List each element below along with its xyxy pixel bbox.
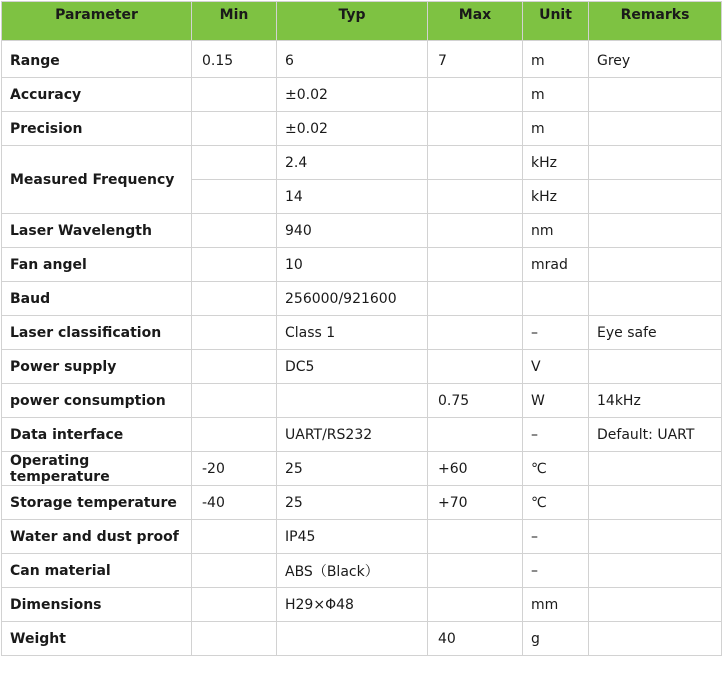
remarks-cell: Default: UART <box>589 418 722 452</box>
header-remarks: Remarks <box>589 2 722 41</box>
header-max: Max <box>428 2 523 41</box>
max-cell <box>428 78 523 112</box>
parameter-cell: Water and dust proof <box>2 520 192 554</box>
min-cell <box>192 112 277 146</box>
unit-cell: m <box>523 112 589 146</box>
parameter-cell: Baud <box>2 282 192 316</box>
unit-cell: – <box>523 316 589 350</box>
header-unit: Unit <box>523 2 589 41</box>
remarks-cell: Eye safe <box>589 316 722 350</box>
unit-cell: mm <box>523 588 589 622</box>
unit-cell <box>523 282 589 316</box>
min-cell <box>192 588 277 622</box>
min-cell <box>192 78 277 112</box>
typ-cell: ABS（Black） <box>277 554 428 588</box>
table-row <box>2 622 722 656</box>
parameter-cell: Can material <box>2 554 192 588</box>
parameter-cell: Laser classification <box>2 316 192 350</box>
table-row <box>2 350 722 384</box>
table-row <box>2 78 722 112</box>
typ-cell: 940 <box>277 214 428 248</box>
unit-cell: kHz <box>523 146 589 180</box>
unit-cell: – <box>523 554 589 588</box>
max-cell: +70 <box>428 486 523 520</box>
max-cell: 40 <box>428 622 523 656</box>
parameter-cell: Data interface <box>2 418 192 452</box>
remarks-cell <box>589 78 722 112</box>
table-row <box>2 248 722 282</box>
unit-cell: ℃ <box>523 486 589 520</box>
unit-cell: – <box>523 520 589 554</box>
max-cell: +60 <box>428 452 523 486</box>
typ-cell: ±0.02 <box>277 112 428 146</box>
unit-cell: W <box>523 384 589 418</box>
min-cell: 0.15 <box>192 41 277 78</box>
max-cell: 0.75 <box>428 384 523 418</box>
header-min: Min <box>192 2 277 41</box>
unit-cell: – <box>523 418 589 452</box>
remarks-cell <box>589 452 722 486</box>
parameter-cell: Laser Wavelength <box>2 214 192 248</box>
min-cell <box>192 316 277 350</box>
table-row <box>2 112 722 146</box>
max-cell <box>428 180 523 214</box>
max-cell <box>428 418 523 452</box>
parameter-cell: power consumption <box>2 384 192 418</box>
max-cell <box>428 214 523 248</box>
typ-cell: Class 1 <box>277 316 428 350</box>
min-cell <box>192 146 277 180</box>
table-row <box>2 146 722 180</box>
min-cell <box>192 418 277 452</box>
parameter-cell: Accuracy <box>2 78 192 112</box>
typ-cell: ±0.02 <box>277 78 428 112</box>
table-row <box>2 316 722 350</box>
parameter-cell: Dimensions <box>2 588 192 622</box>
typ-cell: UART/RS232 <box>277 418 428 452</box>
max-cell <box>428 248 523 282</box>
min-cell <box>192 554 277 588</box>
min-cell <box>192 248 277 282</box>
typ-cell: 25 <box>277 486 428 520</box>
unit-cell: nm <box>523 214 589 248</box>
table-row <box>2 41 722 78</box>
unit-cell: kHz <box>523 180 589 214</box>
max-cell <box>428 282 523 316</box>
min-cell <box>192 520 277 554</box>
remarks-cell <box>589 486 722 520</box>
min-cell <box>192 214 277 248</box>
remarks-cell <box>589 112 722 146</box>
typ-cell: 6 <box>277 41 428 78</box>
max-cell: 7 <box>428 41 523 78</box>
table-row <box>2 282 722 316</box>
specification-table <box>1 1 722 656</box>
min-cell <box>192 282 277 316</box>
typ-cell: H29×Φ48 <box>277 588 428 622</box>
max-cell <box>428 146 523 180</box>
parameter-cell: Storage temperature <box>2 486 192 520</box>
min-cell <box>192 180 277 214</box>
table-row <box>2 452 722 486</box>
table-header-row <box>2 2 722 41</box>
remarks-cell <box>589 350 722 384</box>
table-row <box>2 588 722 622</box>
remarks-cell <box>589 282 722 316</box>
remarks-cell <box>589 520 722 554</box>
min-cell <box>192 622 277 656</box>
typ-cell: IP45 <box>277 520 428 554</box>
max-cell <box>428 112 523 146</box>
header-parameter: Parameter <box>2 2 192 41</box>
unit-cell: g <box>523 622 589 656</box>
typ-cell: 14 <box>277 180 428 214</box>
remarks-cell <box>589 146 722 180</box>
max-cell <box>428 520 523 554</box>
typ-cell: DC5 <box>277 350 428 384</box>
parameter-cell: Measured Frequency <box>2 146 192 214</box>
parameter-cell: Operating temperature <box>2 452 192 486</box>
table-row <box>2 554 722 588</box>
table-row <box>2 520 722 554</box>
parameter-cell: Power supply <box>2 350 192 384</box>
min-cell <box>192 350 277 384</box>
min-cell: -40 <box>192 486 277 520</box>
unit-cell: m <box>523 78 589 112</box>
min-cell <box>192 384 277 418</box>
table-row <box>2 384 722 418</box>
typ-cell <box>277 384 428 418</box>
remarks-cell <box>589 554 722 588</box>
parameter-cell: Fan angel <box>2 248 192 282</box>
min-cell: -20 <box>192 452 277 486</box>
max-cell <box>428 588 523 622</box>
typ-cell: 10 <box>277 248 428 282</box>
max-cell <box>428 554 523 588</box>
table-row <box>2 486 722 520</box>
remarks-cell: Grey <box>589 41 722 78</box>
unit-cell: mrad <box>523 248 589 282</box>
remarks-cell <box>589 214 722 248</box>
parameter-cell: Precision <box>2 112 192 146</box>
table-row <box>2 214 722 248</box>
typ-cell <box>277 622 428 656</box>
remarks-cell <box>589 622 722 656</box>
remarks-cell <box>589 588 722 622</box>
typ-cell: 2.4 <box>277 146 428 180</box>
typ-cell: 25 <box>277 452 428 486</box>
remarks-cell <box>589 248 722 282</box>
typ-cell: 256000/921600 <box>277 282 428 316</box>
unit-cell: m <box>523 41 589 78</box>
max-cell <box>428 316 523 350</box>
unit-cell: V <box>523 350 589 384</box>
max-cell <box>428 350 523 384</box>
header-typ: Typ <box>277 2 428 41</box>
parameter-cell: Range <box>2 41 192 78</box>
unit-cell: ℃ <box>523 452 589 486</box>
remarks-cell: 14kHz <box>589 384 722 418</box>
table-row <box>2 418 722 452</box>
parameter-cell: Weight <box>2 622 192 656</box>
remarks-cell <box>589 180 722 214</box>
